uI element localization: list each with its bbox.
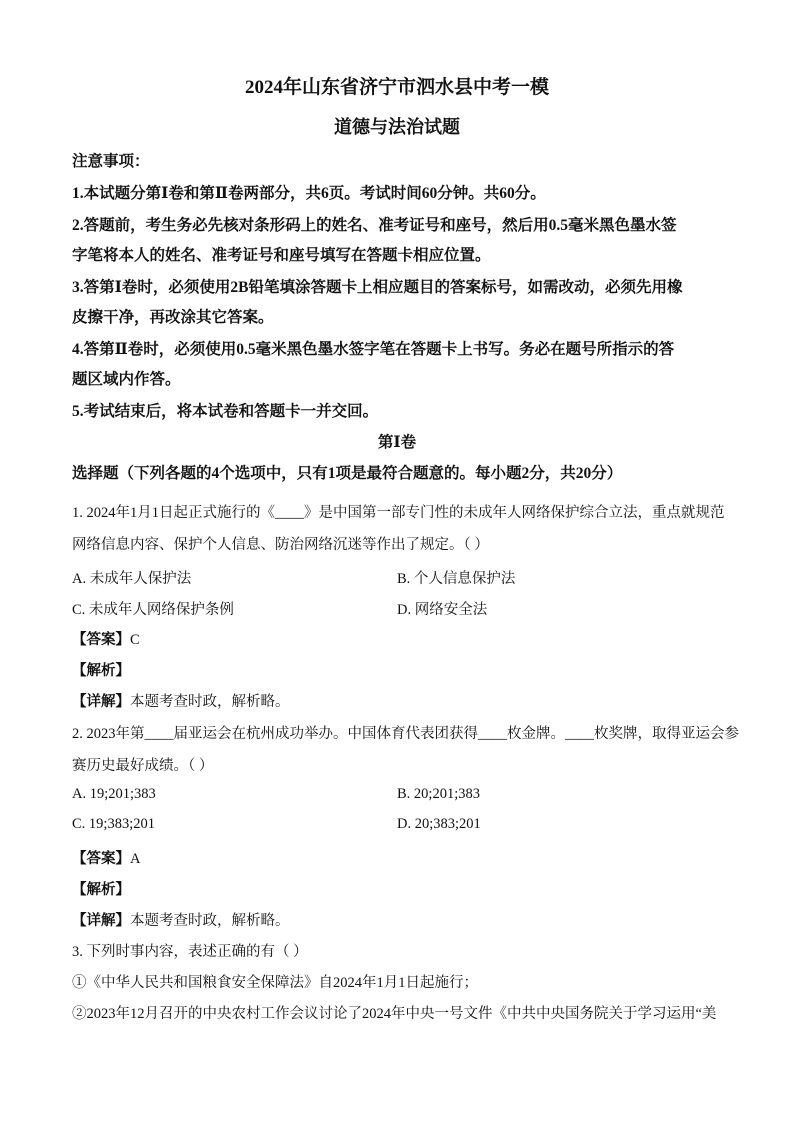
q1-analysis-tag: 【解析】: [72, 663, 130, 679]
q3-item-2: ②2023年12月召开的中央农村工作会议讨论了2024年中央一号文件《中共中央国务院关于学习运用“美: [72, 1006, 717, 1022]
exam-title: 2024年山东省济宁市泗水县中考一模: [244, 77, 549, 98]
q1-detail-tag: 【详解】: [72, 694, 130, 710]
q3-stem: 3. 下列时事内容，表述正确的有（ ）: [72, 944, 308, 960]
notice-line-6: 4.答第Ⅱ卷时，必须使用0.5毫米黑色墨水签字笔在答题卡上书写。务必在题号所指示的答: [72, 341, 675, 358]
notice-line-8: 5.考试结束后，将本试卷和答题卡一并交回。: [72, 403, 379, 420]
q2-answer-value: A: [130, 851, 141, 867]
q2-answer-tag: 【答案】: [72, 851, 130, 867]
q2-detail-row: [72, 909, 290, 930]
notice-line-5: 皮擦干净，再改涂其它答案。: [72, 309, 274, 326]
q1-answer-row: [72, 628, 140, 649]
q2-option-c: C. 19;383;201: [72, 816, 155, 832]
notice-heading: 注意事项：: [72, 153, 150, 170]
notice-line-2: 2.答题前，考生务必先核对条形码上的姓名、准考证号和座号，然后用0.5毫米黑色墨水签: [72, 217, 677, 234]
q2-detail-tag: 【详解】: [72, 913, 130, 929]
notice-line-7: 题区域内作答。: [72, 371, 181, 388]
q2-answer-row: [72, 847, 140, 868]
q1-option-d: D. 网络安全法: [397, 602, 488, 618]
section-title: 第Ⅰ卷: [377, 434, 417, 451]
q1-detail-text: 本题考查时政，解析略。: [130, 694, 290, 710]
exam-subtitle: 道德与法治试题: [334, 117, 460, 137]
q1-option-c: C. 未成年人网络保护条例: [72, 602, 234, 618]
q2-stem-line-1: 2. 2023年第____届亚运会在杭州成功举办。中国体育代表团获得____枚金牌。____枚奖牌，取得亚运会参: [72, 726, 739, 742]
q1-option-b: B. 个人信息保护法: [397, 571, 516, 587]
q1-detail-row: [72, 690, 290, 711]
q2-stem-line-2: 赛历史最好成绩。（ ）: [72, 758, 214, 774]
notice-line-3: 字笔将本人的姓名、准考证号和座号填写在答题卡相应位置。: [72, 247, 491, 264]
q2-detail-text: 本题考查时政，解析略。: [130, 913, 290, 929]
section-instruction: 选择题（下列各题的4个选项中，只有1项是最符合题意的。每小题2分，共20分）: [72, 465, 623, 482]
q2-analysis-tag: 【解析】: [72, 882, 130, 898]
q2-option-a: A. 19;201;383: [72, 786, 156, 802]
q2-option-d: D. 20;383;201: [397, 816, 481, 832]
q1-stem-line-2: 网络信息内容、保护个人信息、防治网络沉迷等作出了规定。（ ）: [72, 537, 489, 553]
q3-item-1: ①《中华人民共和国粮食安全保障法》自2024年1月1日起施行；: [72, 975, 478, 991]
q1-answer-value: C: [130, 632, 140, 648]
q2-option-b: B. 20;201;383: [397, 786, 480, 802]
notice-line-1: 1.本试题分第Ⅰ卷和第Ⅱ卷两部分，共6页。考试时间60分钟。共60分。: [72, 185, 546, 202]
notice-line-4: 3.答第Ⅰ卷时，必须使用2B铅笔填涂答题卡上相应题目的答案标号，如需改动，必须先用橡: [72, 279, 683, 296]
q1-answer-tag: 【答案】: [72, 632, 130, 648]
q1-stem-line-1: 1. 2024年1月1日起正式施行的《____》是中国第一部专门性的未成年人网络保护综合立法，重点就规范: [72, 505, 725, 521]
q1-option-a: A. 未成年人保护法: [72, 571, 192, 587]
